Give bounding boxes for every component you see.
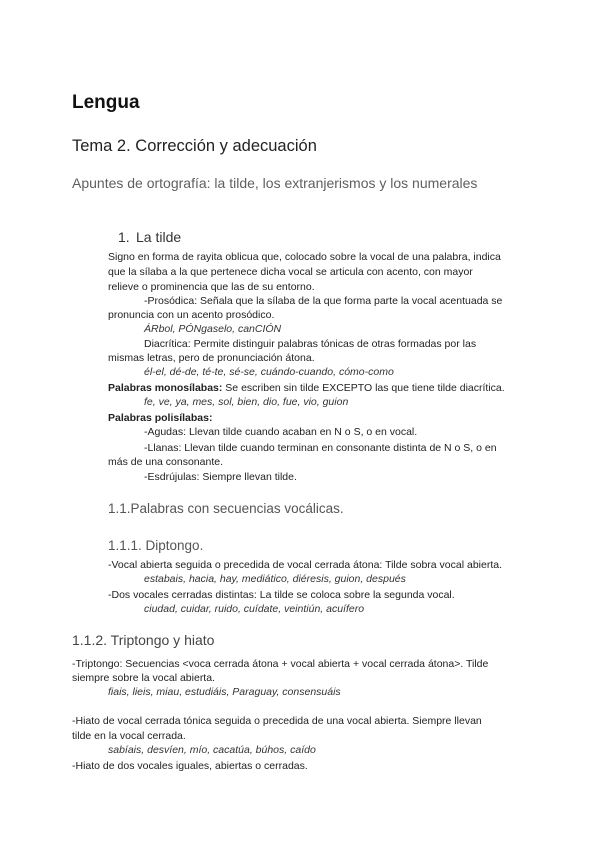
llanas-line: más de una consonante. xyxy=(108,456,223,468)
prosodica-line: -Prosódica: Señala que la sílaba de la que forma parte la vocal acentuada se xyxy=(144,295,503,307)
triptongo-line: -Triptongo: Secuencias <voca cerrada átona + vocal abierta + vocal cerrada átona>. Tilde xyxy=(72,658,489,670)
diptongo-rule: -Vocal abierta seguida o precedida de vocal cerrada átona: Tilde sobra vocal abierta. xyxy=(108,559,502,571)
hiato-line: -Hiato de vocal cerrada tónica seguida o precedida de una vocal abierta. Siempre llevan xyxy=(72,715,482,727)
section-1-1-2-title: 1.1.2. Triptongo y hiato xyxy=(72,632,215,648)
monosilabas-examples: fe, ve, ya, mes, sol, bien, dio, fue, vio, guion xyxy=(144,396,349,408)
topic-heading: Tema 2. Corrección y adecuación xyxy=(72,137,317,155)
llanas-line: -Llanas: Llevan tilde cuando terminan en consonante distinta de N o S, o en xyxy=(144,442,497,454)
page-title: Lengua xyxy=(72,92,140,113)
triptongo-examples: fiais, lieis, miau, estudiáis, Paraguay, consensuáis xyxy=(108,686,341,698)
subtitle-heading: Apuntes de ortografía: la tilde, los extranjerismos y los numerales xyxy=(72,175,478,191)
diptongo-rule: -Dos vocales cerradas distintas: La tilde se coloca sobre la segunda vocal. xyxy=(108,589,455,601)
prosodica-line: pronuncia con un acento prosódico. xyxy=(108,309,275,321)
hiato-examples: sabíais, desvíen, mío, cacatúa, búhos, caído xyxy=(108,744,316,756)
diptongo-examples: estabais, hacia, hay, mediático, diéresis, guion, después xyxy=(144,573,406,585)
section-1-1-1-title: 1.1.1. Diptongo. xyxy=(108,538,204,553)
diacritica-line: mismas letras, pero de pronunciación átona. xyxy=(108,352,315,364)
prosodica-examples: ÁRbol, PÓNgaselo, canCIÓN xyxy=(144,323,282,335)
section-1-title: La tilde xyxy=(136,229,182,245)
section-1-number: 1. xyxy=(118,229,130,245)
section-1-1-title: 1.1.Palabras con secuencias vocálicas. xyxy=(108,501,344,516)
monosilabas-rule xyxy=(108,381,505,396)
intro-line: Signo en forma de rayita oblicua que, colocado sobre la vocal de una palabra, indica xyxy=(108,251,501,263)
esdrujulas-rule: -Esdrújulas: Siempre llevan tilde. xyxy=(144,471,297,483)
monosilabas-label: Palabras monosílabas: xyxy=(108,382,223,394)
monosilabas-text: Se escriben sin tilde EXCEPTO las que tiene tilde diacrítica. xyxy=(222,382,505,394)
triptongo-line: siempre sobre la vocal abierta. xyxy=(72,672,215,684)
agudas-rule: -Agudas: Llevan tilde cuando acaban en N o S, o en vocal. xyxy=(144,426,418,438)
diacritica-line: Diacrítica: Permite distinguir palabras tónicas de otras formadas por las xyxy=(144,338,477,350)
diptongo-examples: ciudad, cuidar, ruido, cuídate, veintiún, acuífero xyxy=(144,603,365,615)
intro-line: relieve o prominencia que las de su entorno. xyxy=(108,281,315,293)
diacritica-examples: él-el, dé-de, té-te, sé-se, cuándo-cuando, cómo-como xyxy=(144,366,394,378)
polisilabas-label: Palabras polisílabas: xyxy=(108,412,213,424)
intro-line: que la sílaba a la que pertenece dicha vocal se articula con acento, con mayor xyxy=(108,266,473,278)
hiato-line: tilde en la vocal cerrada. xyxy=(72,730,186,742)
hiato-line: -Hiato de dos vocales iguales, abiertas o cerradas. xyxy=(72,760,308,772)
